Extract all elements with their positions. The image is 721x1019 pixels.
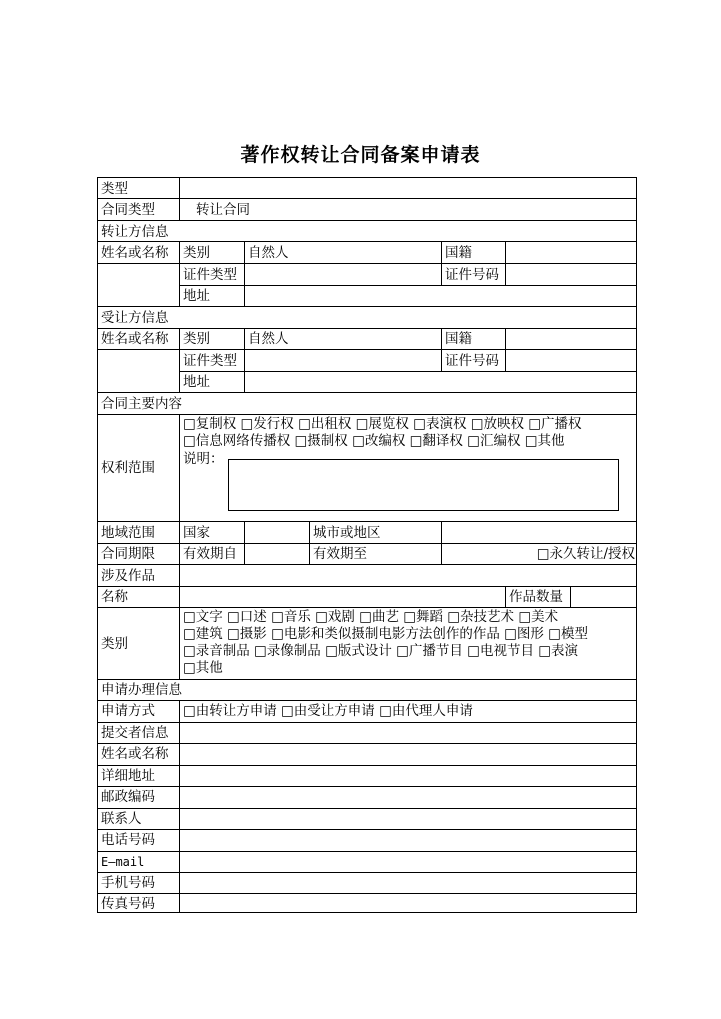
- row-divider: [97, 829, 637, 830]
- col-divider: [441, 328, 442, 371]
- transferee-name-label: 姓名或名称: [101, 331, 169, 347]
- col-divider: [179, 328, 180, 392]
- permanent-transfer-checkbox[interactable]: □永久转让/授权: [536, 546, 635, 562]
- row-divider: [97, 328, 637, 329]
- region-label: 地域范围: [101, 525, 155, 541]
- row-divider: [97, 743, 637, 744]
- col-divider: [179, 414, 180, 564]
- city-label: 城市或地区: [313, 525, 381, 541]
- row-divider: [97, 851, 637, 852]
- row-divider: [97, 220, 637, 221]
- transferor-id-number-label: 证件号码: [445, 267, 499, 283]
- row-divider: [97, 765, 637, 766]
- work-category-line3[interactable]: □录音制品 □录像制品 □版式设计 □广播节目 □电视节目 □表演: [183, 643, 578, 659]
- contract-type-label: 合同类型: [101, 202, 155, 218]
- work-category-line4[interactable]: □其他: [183, 660, 223, 676]
- application-section-label: 申请办理信息: [101, 682, 182, 698]
- work-category-line2[interactable]: □建筑 □摄影 □电影和类似摄制电影方法创作的作品 □图形 □模型: [183, 626, 588, 642]
- col-divider: [441, 521, 442, 564]
- work-category-label: 类别: [101, 636, 128, 652]
- transferor-address-label: 地址: [183, 288, 210, 304]
- applicant-name-label: 姓名或名称: [101, 746, 169, 762]
- transferee-category-value: 自然人: [248, 331, 289, 347]
- col-divider: [441, 241, 442, 285]
- row-divider: [97, 700, 637, 701]
- postcode-label: 邮政编码: [101, 789, 155, 805]
- transferor-name-label: 姓名或名称: [101, 245, 169, 261]
- type-label: 类型: [101, 181, 128, 197]
- transferor-category-label: 类别: [183, 245, 210, 261]
- col-divider: [505, 241, 506, 285]
- valid-to-label: 有效期至: [313, 546, 367, 562]
- phone-label: 电话号码: [101, 832, 155, 848]
- transferor-section-label: 转让方信息: [101, 224, 169, 240]
- row-divider: [97, 586, 637, 587]
- col-divider: [505, 328, 506, 371]
- col-divider: [244, 328, 245, 392]
- col-divider: [179, 700, 180, 913]
- row-divider: [97, 349, 637, 350]
- explanation-box[interactable]: [228, 459, 619, 511]
- row-divider: [97, 722, 637, 723]
- rights-checkboxes-line2[interactable]: □信息网络传播权 □摄制权 □改编权 □翻译权 □汇编权 □其他: [183, 433, 565, 449]
- detailed-address-label: 详细地址: [101, 768, 155, 784]
- application-form: [97, 177, 637, 913]
- works-section-label: 涉及作品: [101, 568, 155, 584]
- row-divider: [97, 607, 637, 608]
- col-divider: [244, 521, 245, 564]
- transferee-id-number-label: 证件号码: [445, 353, 499, 369]
- row-divider: [97, 808, 637, 809]
- submitter-label: 提交者信息: [101, 725, 169, 741]
- application-method-options[interactable]: □由转让方申请 □由受让方申请 □由代理人申请: [183, 703, 473, 719]
- row-divider: [97, 786, 637, 787]
- row-divider: [180, 285, 637, 286]
- row-divider: [97, 564, 637, 565]
- work-name-label: 名称: [101, 589, 128, 605]
- row-divider: [97, 521, 637, 522]
- term-label: 合同期限: [101, 546, 155, 562]
- col-divider: [505, 586, 506, 607]
- col-divider: [179, 241, 180, 306]
- contract-content-section-label: 合同主要内容: [101, 396, 182, 412]
- rights-checkboxes-line1[interactable]: □复制权 □发行权 □出租权 □展览权 □表演权 □放映权 □广播权: [183, 416, 582, 432]
- col-divider: [179, 177, 180, 220]
- transferor-category-value: 自然人: [248, 245, 289, 261]
- page-title: 著作权转让合同备案申请表: [240, 144, 481, 166]
- valid-from-label: 有效期自: [183, 546, 237, 562]
- col-divider: [244, 241, 245, 306]
- transferor-nationality-label: 国籍: [445, 245, 472, 261]
- row-divider: [97, 306, 637, 307]
- col-divider: [570, 586, 571, 607]
- email-label: E—mail: [101, 855, 145, 869]
- country-label: 国家: [183, 525, 210, 541]
- transferee-id-type-label: 证件类型: [183, 353, 237, 369]
- application-method-label: 申请方式: [101, 703, 155, 719]
- fax-label: 传真号码: [101, 896, 155, 912]
- transferee-category-label: 类别: [183, 331, 210, 347]
- row-divider: [97, 893, 637, 894]
- row-divider: [97, 543, 637, 544]
- transferee-section-label: 受让方信息: [101, 310, 169, 326]
- contact-person-label: 联系人: [101, 811, 142, 827]
- row-divider: [97, 241, 637, 242]
- explanation-label: 说明：: [183, 451, 224, 467]
- row-divider: [180, 371, 637, 372]
- contract-type-value: 转让合同: [196, 202, 250, 218]
- transferee-nationality-label: 国籍: [445, 331, 472, 347]
- work-category-line1[interactable]: □文字 □口述 □音乐 □戏剧 □曲艺 □舞蹈 □杂技艺术 □美术: [183, 609, 559, 625]
- row-divider: [97, 198, 637, 199]
- transferee-address-label: 地址: [183, 374, 210, 390]
- row-divider: [97, 263, 637, 264]
- row-divider: [97, 872, 637, 873]
- row-divider: [97, 414, 637, 415]
- rights-scope-label: 权利范围: [101, 460, 155, 476]
- col-divider: [179, 564, 180, 679]
- row-divider: [97, 679, 637, 680]
- row-divider: [97, 392, 637, 393]
- work-quantity-label: 作品数量: [509, 589, 563, 605]
- col-divider: [309, 521, 310, 564]
- mobile-label: 手机号码: [101, 875, 155, 891]
- transferor-id-type-label: 证件类型: [183, 267, 237, 283]
